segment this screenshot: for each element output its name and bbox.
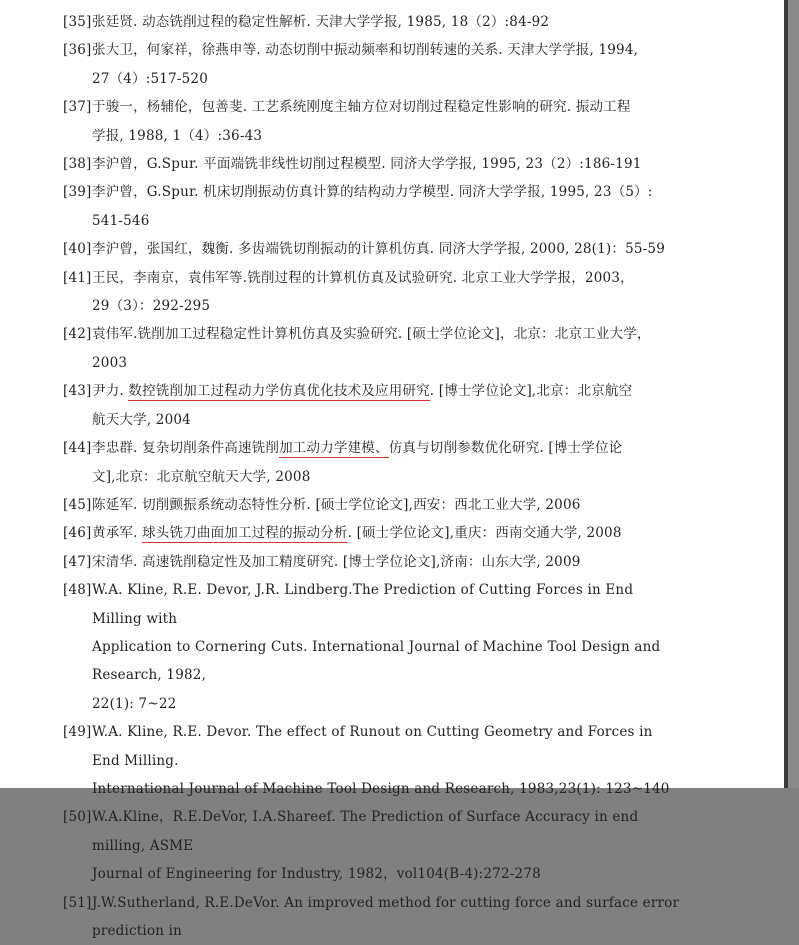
reference-number: [42] bbox=[63, 326, 92, 343]
reference-text: 黄承军. bbox=[92, 525, 143, 542]
reference-line bbox=[92, 377, 683, 405]
reference-line: 李沪曾，G.Spur. 机床切削振动仿真计算的结构动力学模型. 同济大学学报, 1995, 23（5）: bbox=[92, 184, 653, 201]
reference-38 bbox=[63, 150, 683, 178]
underlined-title: 球头铣刀曲面加工过程的振动分析 bbox=[142, 525, 348, 542]
reference-40 bbox=[63, 235, 683, 263]
reference-51 bbox=[63, 889, 683, 945]
reference-number: [50] bbox=[63, 809, 92, 826]
reference-line: International Journal of Machine Tool Design and Research, 1983,23(1): 123~140 bbox=[92, 780, 670, 797]
reference-line: 张大卫，何家祥，徐燕申等. 动态切削中振动频率和切削转速的关系. 天津大学学报, 1994, bbox=[92, 42, 639, 59]
reference-45 bbox=[63, 491, 683, 519]
reference-line: 29（3）：292-295 bbox=[92, 298, 211, 315]
reference-number: [35] bbox=[63, 14, 92, 30]
reference-line: W.A. Kline, R.E. Devor. The effect of Runout on Cutting Geometry and Forces in End Milling. bbox=[92, 724, 653, 769]
reference-line: 张廷贤. 动态铣削过程的稳定性解析. 天津大学学报, 1985, 18（2）:84-92 bbox=[92, 14, 550, 30]
reference-line: 文],北京：北京航空航天大学, 2008 bbox=[92, 468, 311, 485]
reference-line: 李沪曾，G.Spur. 平面端铣非线性切削过程模型. 同济大学学报, 1995, 23（2）:186-191 bbox=[92, 156, 642, 173]
reference-text: 李忠群. 复杂切削条件高速铣削 bbox=[92, 440, 280, 457]
reference-line bbox=[92, 434, 683, 462]
reference-44 bbox=[63, 434, 683, 491]
reference-line: W.A. Kline, R.E. Devor, J.R. Lindberg.The Prediction of Cutting Forces in End Milling with bbox=[92, 582, 634, 627]
reference-line: 于骏一，杨辅伦，包善斐. 工艺系统刚度主轴方位对切削过程稳定性影响的研究. 振动工程 bbox=[92, 99, 631, 116]
reference-line: 541-546 bbox=[92, 212, 150, 229]
reference-number: [51] bbox=[63, 894, 92, 911]
reference-number: [45] bbox=[63, 496, 92, 513]
reference-number: [40] bbox=[63, 241, 92, 258]
reference-line: 2003 bbox=[92, 354, 128, 371]
underlined-title: 加工动力学建模、 bbox=[279, 440, 389, 457]
reference-35 bbox=[63, 8, 683, 36]
reference-number: [46] bbox=[63, 525, 92, 542]
reference-48 bbox=[63, 576, 683, 718]
reference-line: 22(1): 7~22 bbox=[92, 695, 177, 712]
reference-line bbox=[92, 519, 683, 547]
reference-text: . [硕士学位论文],重庆：西南交通大学, 2008 bbox=[347, 525, 622, 542]
reference-47 bbox=[63, 548, 683, 576]
reference-line: Application to Cornering Cuts. International Journal of Machine Tool Design and Research, 1982, bbox=[92, 638, 661, 684]
reference-text: . [博士学位论文],北京：北京航空 bbox=[429, 383, 633, 400]
underlined-title: 数控铣削加工过程动力学仿真优化技术及应用研究 bbox=[128, 383, 430, 400]
viewer-gutter bbox=[788, 0, 799, 788]
reference-line: 袁伟军.铣削加工过程稳定性计算机仿真及实验研究. [硕士学位论文]，北京：北京工业大学， bbox=[92, 326, 651, 343]
reference-line: W.A.Kline，R.E.DeVor, I.A.Shareef. The Prediction of Surface Accuracy in end milling, ASME bbox=[92, 809, 639, 854]
reference-list bbox=[63, 8, 683, 945]
reference-50 bbox=[63, 803, 683, 888]
reference-line: 宋清华. 高速铣削稳定性及加工精度研究. [博士学位论文],济南：山东大学, 2009 bbox=[92, 553, 581, 570]
reference-number: [41] bbox=[63, 269, 92, 286]
reference-number: [38] bbox=[63, 156, 92, 173]
reference-number: [44] bbox=[63, 440, 92, 457]
reference-36 bbox=[63, 36, 683, 93]
reference-43 bbox=[63, 377, 683, 434]
reference-line: 学报, 1988, 1（4）:36-43 bbox=[92, 127, 263, 144]
reference-text: 仿真与切削参数优化研究. [博士学位论 bbox=[388, 440, 623, 457]
reference-number: [48] bbox=[63, 582, 92, 599]
reference-line: 陈延军. 切削颤振系统动态特性分析. [硕士学位论文],西安：西北工业大学, 2006 bbox=[92, 496, 581, 513]
reference-39 bbox=[63, 178, 683, 235]
reference-line: Journal of Engineering for Industry, 1982，vol104(B-4):272-278 bbox=[92, 866, 541, 883]
reference-number: [39] bbox=[63, 184, 92, 201]
reference-46 bbox=[63, 519, 683, 547]
reference-number: [36] bbox=[63, 42, 92, 59]
reference-42 bbox=[63, 320, 683, 377]
reference-41 bbox=[63, 264, 683, 321]
reference-line: 27（4）:517-520 bbox=[92, 70, 209, 87]
reference-49 bbox=[63, 718, 683, 803]
reference-line: 李沪曾，张国红，魏衡. 多齿端铣切削振动的计算机仿真. 同济大学学报, 2000, 28(1)：55-59 bbox=[92, 241, 666, 258]
reference-line: 王民，李南京，袁伟军等.铣削过程的计算机仿真及试验研究. 北京工业大学学报，2003， bbox=[92, 269, 634, 286]
reference-text: 尹力. bbox=[92, 383, 129, 400]
reference-line: 航天大学, 2004 bbox=[92, 411, 191, 428]
reference-number: [37] bbox=[63, 99, 92, 116]
reference-number: [47] bbox=[63, 553, 92, 570]
reference-37 bbox=[63, 93, 683, 150]
reference-number: [49] bbox=[63, 724, 92, 741]
reference-line: J.W.Sutherland, R.E.DeVor. An improved method for cutting force and surface error prediction in bbox=[92, 894, 680, 939]
reference-number: [43] bbox=[63, 383, 92, 400]
